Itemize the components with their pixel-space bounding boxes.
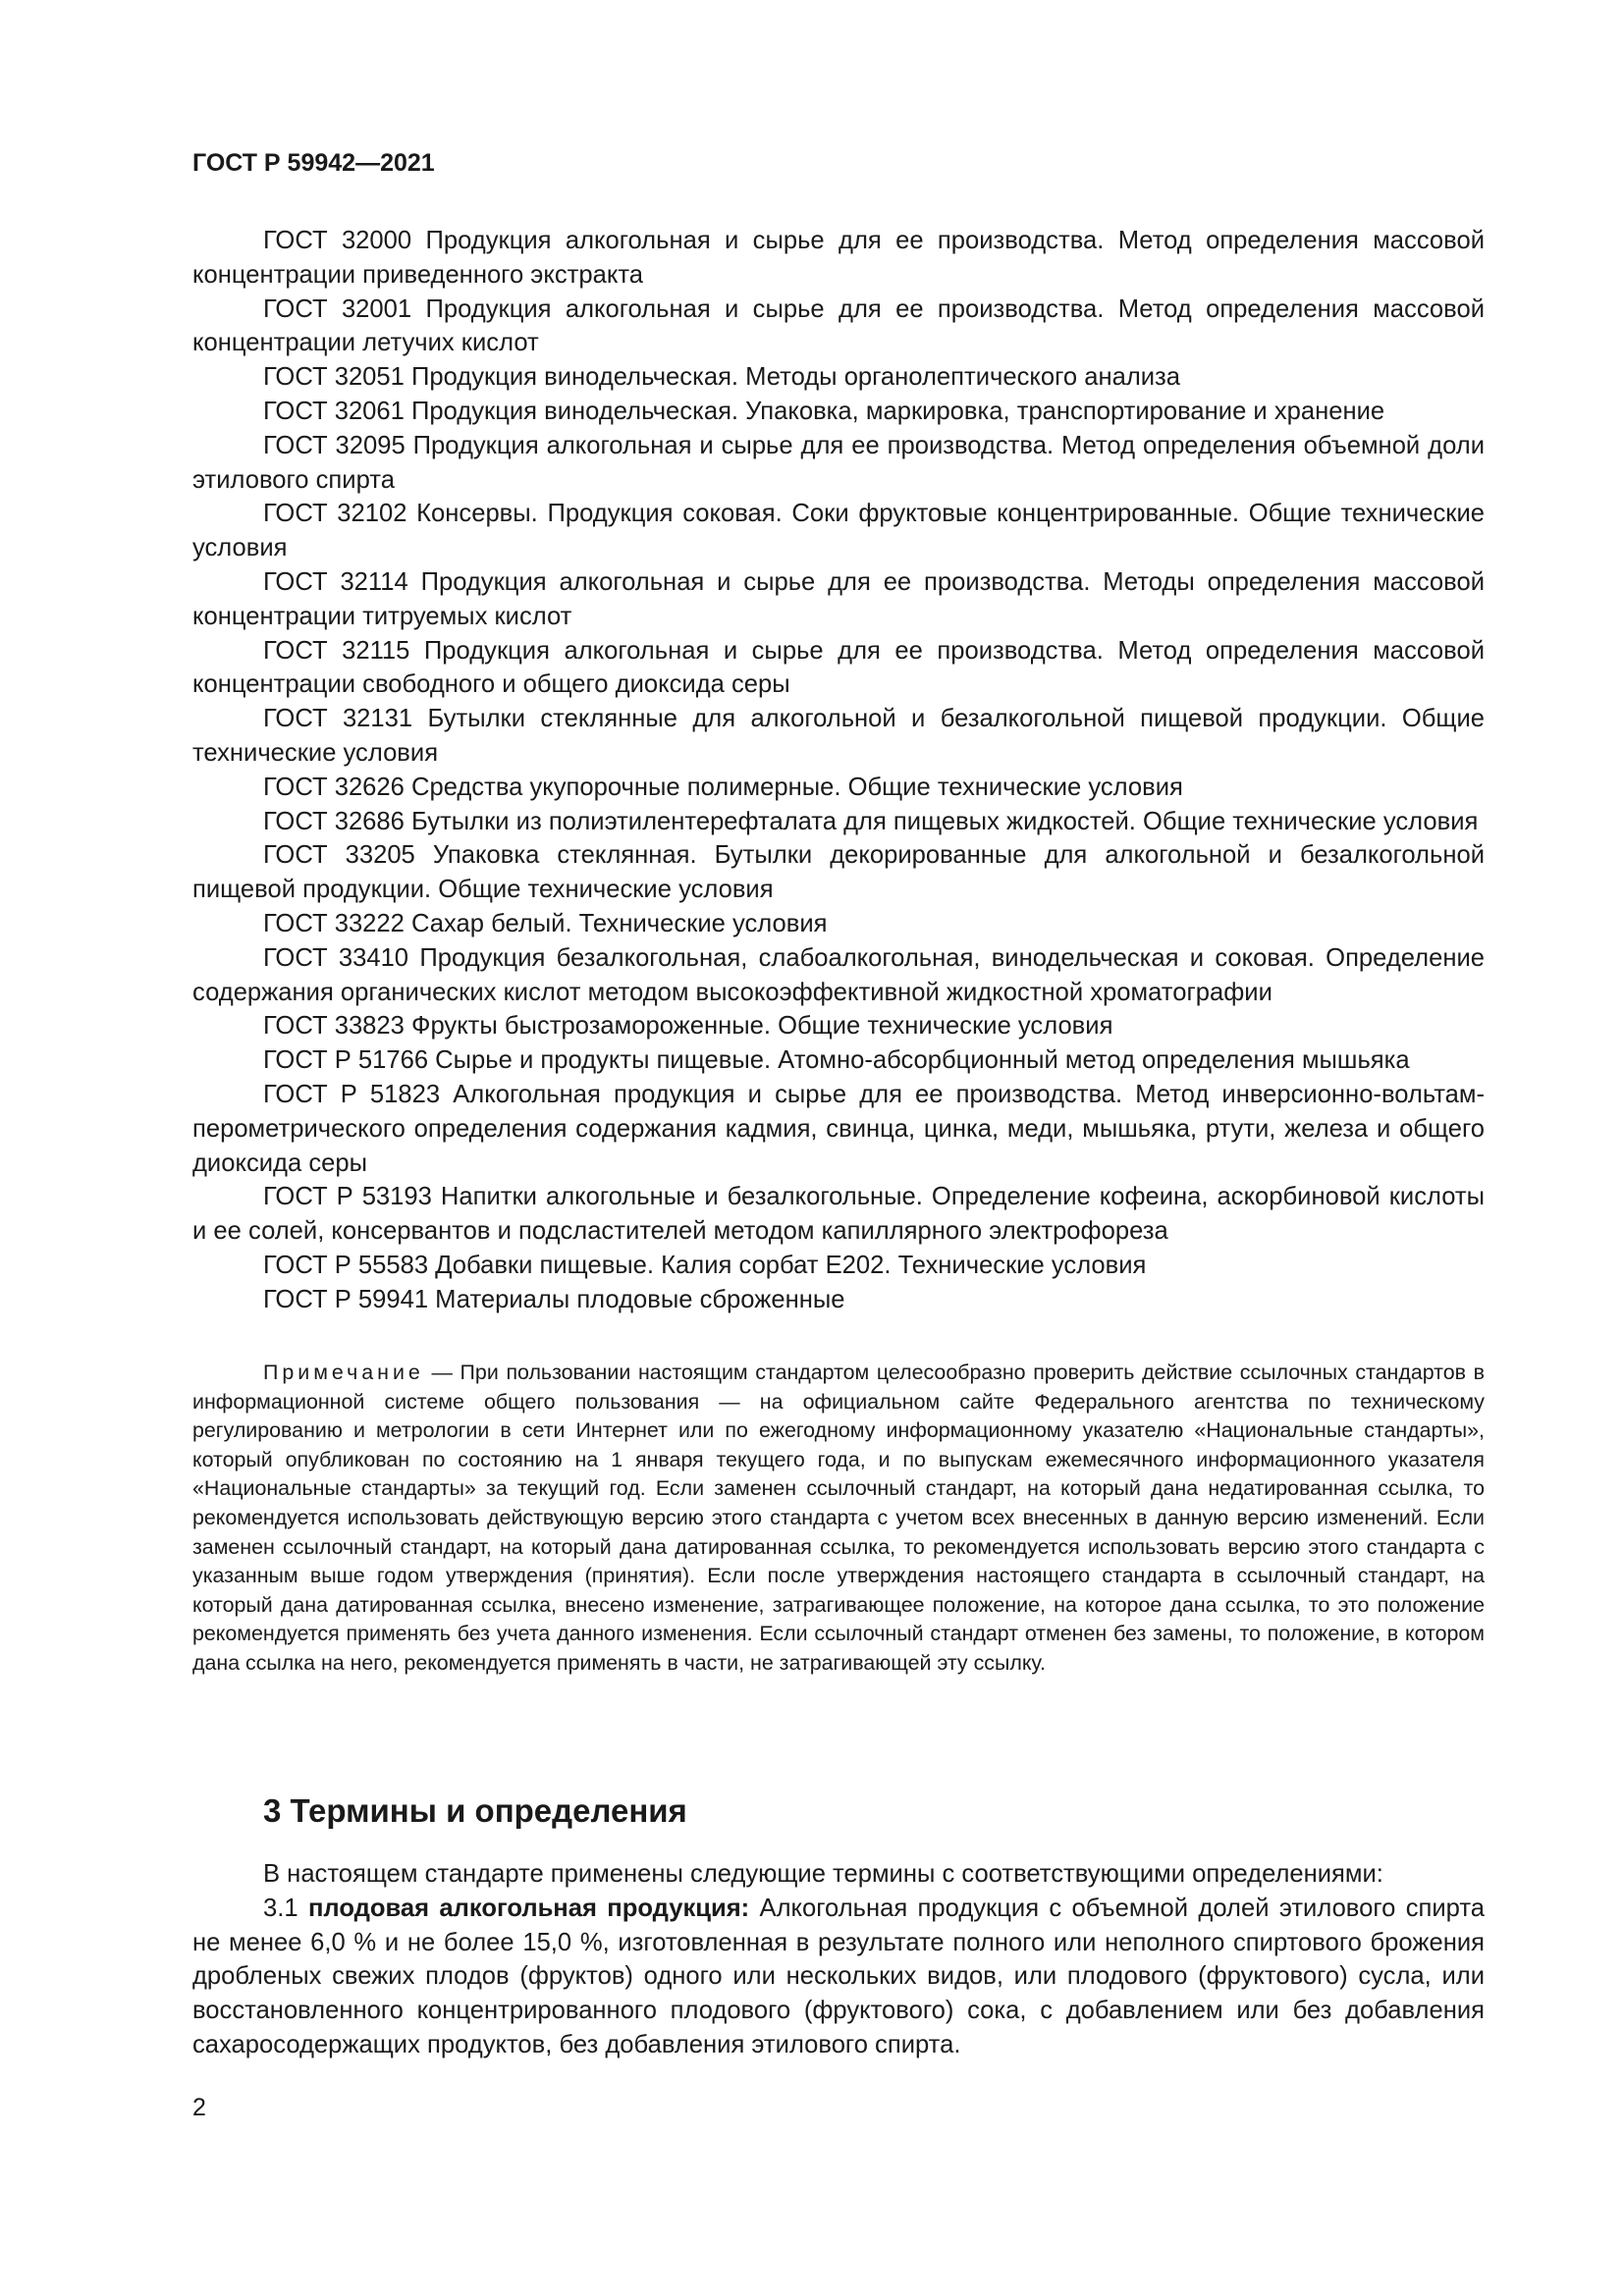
reference-item: ГОСТ 32686 Бутылки из полиэтилентерефталата для пищевых жидкостей. Общие технические условия bbox=[263, 807, 1479, 835]
section-title: 3 Термины и определения bbox=[263, 1792, 687, 1829]
reference-item: ГОСТ 32114 Продукция алкогольная и сырье для ее производства. Методы определения массовой концентрации титруемых кислот bbox=[192, 567, 1485, 630]
note-text: — При пользовании настоящим стандартом целесообразно проверить действие ссылочных стандартов в информационной системе общего пользования — на официальном сайте Федерального агентства по техническому регулированию и метрологии в сети Интернет или по ежегодному информационному указателю «Национальные стандарты», который опубликован по состоянию на 1 января текущего года, и по выпускам ежемесячного информационного указателя «Национальные стандарты» за текущий год. Если заменен ссылочный стандарт, на который дана недатированная ссылка, то рекомендуется использовать действующую версию этого стандарта с учетом всех внесенных в данную версию изменений. Если заменен ссылочный стандарт, на который дана датированная ссылка, то рекомендуется использовать версию этого стандарта с указанным выше годом утверждения (принятия). Если после утверждения настоящего стандарта в ссылочный стандарт, на который дана датированная ссылка, внесено изменение, затрагивающее положение, на которое дана ссылка, то это положение рекомендуется применять без учета данного изменения. Если ссылочный стандарт отменен без замены, то положение, в котором дана ссылка на него, рекомендуется применять в части, не затрагивающей эту ссылку. bbox=[192, 1361, 1485, 1675]
reference-item: ГОСТ 32115 Продукция алкогольная и сырье для ее производства. Метод определения массовой концентрации свободного и общего диоксида серы bbox=[192, 636, 1485, 699]
reference-item: ГОСТ 33222 Сахар белый. Технические условия bbox=[263, 909, 828, 937]
reference-item: ГОСТ Р 53193 Напитки алкогольные и безалкогольные. Определение кофеина, аскорбиновой кислоты и ее солей, консервантов и подсластителей методом капиллярного электрофореза bbox=[192, 1183, 1485, 1246]
page-number: 2 bbox=[192, 2094, 206, 2121]
reference-item: ГОСТ 32102 Консервы. Продукция соковая. Соки фруктовые концентрированные. Общие технические условия bbox=[192, 500, 1485, 562]
term-definition: Алкогольная продукция с объемной долей этилового спирта не менее 6,0 % и не более 15,0 %, изготовленная в результате полного или неполного спиртового брожения дробленых свежих плодов (фруктов) одного или нескольких видов, или плодового (фруктового) сусла, или восстановленного концентрированного плодового (фруктового) сока, с добавлением или без добавления сахаросодержащих продуктов, без добавления этилового спирта. bbox=[192, 1894, 1485, 2058]
reference-item: ГОСТ Р 59941 Материалы плодовые сброженные bbox=[263, 1285, 845, 1313]
reference-item: ГОСТ 33410 Продукция безалкогольная, слабоалкогольная, винодельческая и соковая. Определение содержания органических кислот методом высокоэффективной жидкостной хроматографии bbox=[192, 943, 1485, 1006]
terms-section bbox=[192, 1857, 1485, 2062]
term-name: плодовая алкогольная продукция: bbox=[307, 1894, 750, 1922]
reference-item: ГОСТ 32051 Продукция винодельческая. Методы органолептического анализа bbox=[263, 363, 1181, 392]
reference-item: ГОСТ 33205 Упаковка стеклянная. Бутылки декорированные для алкогольной и безалкогольной пищевой продукции. Общие технические условия bbox=[192, 841, 1485, 904]
normative-references bbox=[192, 224, 1485, 1317]
section-intro: В настоящем стандарте применены следующие термины с соответствующими определениями: bbox=[263, 1860, 1383, 1888]
reference-item: ГОСТ 33823 Фрукты быстрозамороженные. Общие технические условия bbox=[263, 1012, 1113, 1041]
document-header: ГОСТ Р 59942—2021 bbox=[192, 149, 435, 177]
reference-item: ГОСТ Р 51766 Сырье и продукты пищевые. Атомно-абсорбционный метод определения мышьяка bbox=[263, 1046, 1410, 1075]
reference-item: ГОСТ 32626 Средства укупорочные полимерные. Общие технические условия bbox=[263, 773, 1183, 801]
term-definition-paragraph bbox=[192, 1892, 1485, 2062]
reference-item: ГОСТ 32095 Продукция алкогольная и сырье для ее производства. Метод определения объемной доли этилового спирта bbox=[192, 431, 1485, 494]
reference-item: ГОСТ Р 55583 Добавки пищевые. Калия сорбат Е202. Технические условия bbox=[263, 1251, 1147, 1279]
reference-item: ГОСТ Р 51823 Алкогольная продукция и сырье для ее производства. Метод инверсионно-вольтамперометрического определения содержания кадмия, свинца, цинка, меди, мышьяка, ртути, железа и общего диоксида серы bbox=[192, 1080, 1485, 1177]
reference-item: ГОСТ 32061 Продукция винодельческая. Упаковка, маркировка, транспортирование и хранение bbox=[263, 397, 1385, 425]
note-label: Примечание bbox=[263, 1361, 424, 1384]
reference-item: ГОСТ 32131 Бутылки стеклянные для алкогольной и безалкогольной пищевой продукции. Общие технические условия bbox=[192, 705, 1485, 767]
term-number: 3.1 bbox=[263, 1894, 308, 1922]
note-paragraph bbox=[192, 1359, 1485, 1679]
reference-item: ГОСТ 32001 Продукция алкогольная и сырье для ее производства. Метод определения массовой концентрации летучих кислот bbox=[192, 294, 1485, 357]
reference-item: ГОСТ 32000 Продукция алкогольная и сырье для ее производства. Метод определения массовой концентрации приведенного экстракта bbox=[192, 227, 1485, 289]
